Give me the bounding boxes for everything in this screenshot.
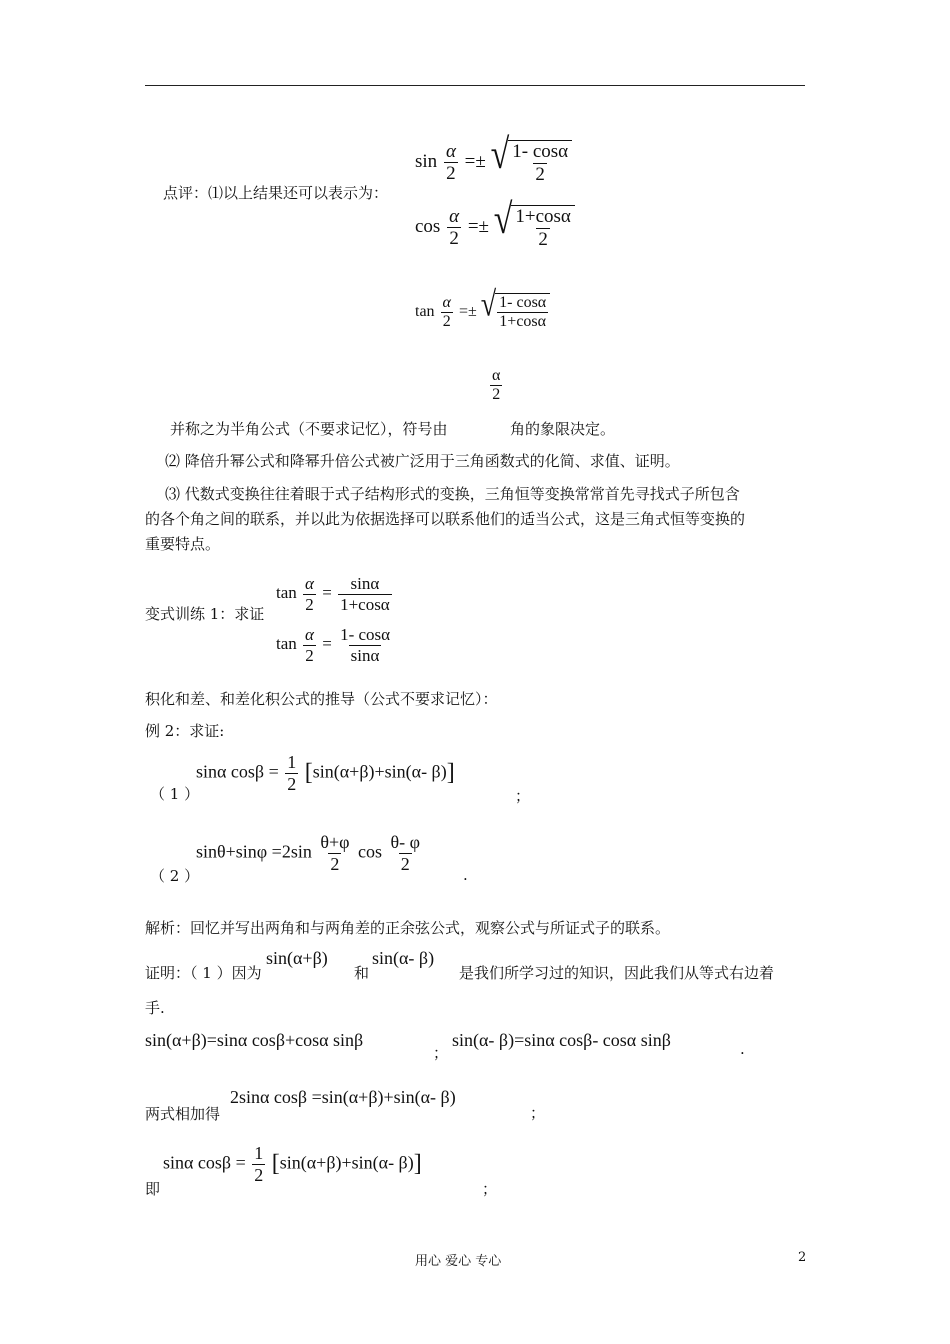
example2-part1-label: （ 1 ） bbox=[150, 785, 200, 803]
proof-add-label: 两式相加得 bbox=[145, 1105, 221, 1123]
proof-tail-2: 手. bbox=[145, 999, 165, 1017]
half-alpha-fraction: $\frac{\alpha}{2}$ bbox=[492, 367, 501, 404]
proof-sep-a: ； bbox=[433, 1044, 449, 1062]
proof-label: 证明：（ 1 ）因为 bbox=[145, 964, 262, 982]
proof-tail: 是我们所学习过的知识，因此我们从等式右边着 bbox=[459, 964, 775, 982]
proof-add-end: ； bbox=[530, 1104, 546, 1122]
example2-label: 例 2：求证: bbox=[145, 722, 225, 740]
remark-line-1b: 角的象限决定。 bbox=[510, 420, 616, 438]
remark-line-1a: 并称之为半角公式（不要求记忆），符号由 bbox=[170, 420, 448, 438]
proof-expr-diff: sin(α- β) bbox=[372, 948, 435, 968]
page-number: 2 bbox=[798, 1250, 807, 1265]
exercise-equation-1: tan $\frac{\alpha}{2}$ = $\frac{\sin\alpha}{1+\cos\alpha}$ bbox=[276, 574, 390, 614]
remark-line-3c: 重要特点。 bbox=[145, 535, 221, 553]
proof-equation-a: sin(α+β)=sinα cosβ+cosα sinβ bbox=[145, 1030, 364, 1050]
half-angle-sin-formula: sin $\frac{\alpha}{2}$ =± √ 1- cosα 2 bbox=[415, 140, 572, 186]
footer-slogan: 用心 爱心 专心 bbox=[415, 1254, 502, 1269]
example2-part2-end: . bbox=[463, 866, 468, 884]
analysis-text: 解析：回忆并写出两角和与两角差的正余弦公式，观察公式与所证式子的联系。 bbox=[145, 919, 671, 937]
derivation-title: 积化和差、和差化积公式的推导（公式不要求记忆）： bbox=[145, 690, 498, 708]
proof-expr-sum: sin(α+β) bbox=[266, 948, 328, 968]
proof-and: 和 bbox=[354, 964, 370, 982]
proof-then-label: 即 bbox=[145, 1180, 161, 1198]
exercise-equation-2: tan $\frac{\alpha}{2}$ = $\frac{1- \cos\alpha}{\sin\alpha}$ bbox=[276, 625, 391, 665]
example2-part2-label: （ 2 ） bbox=[150, 867, 200, 885]
header-rule bbox=[145, 85, 805, 86]
remark-line-2: ⑵ 降倍升幂公式和降幂升倍公式被广泛用于三角函数式的化简、求值、证明。 bbox=[165, 452, 680, 470]
example2-part1-formula: sinα cosβ = $\frac{1}{2}$ [sin(α+β)+sin(α- β)] bbox=[196, 752, 455, 794]
half-angle-tan-formula: tan $\frac{\alpha}{2}$ =± √ 1- cosα 1+cosα bbox=[415, 293, 550, 332]
proof-then-formula: sinα cosβ = $\frac{1}{2}$ [sin(α+β)+sin(α- β)] bbox=[163, 1143, 422, 1185]
remark-label: 点评：⑴以上结果还可以表示为： bbox=[163, 184, 389, 202]
example2-part2-formula: sinθ+sinφ =2sin $\frac{\theta+\varphi}{2}$ cos $\frac{\theta- \varphi}{2}$ bbox=[196, 832, 421, 874]
example2-part1-end: ； bbox=[515, 787, 531, 805]
proof-equation-b: sin(α- β)=sinα cosβ- cosα sinβ bbox=[452, 1030, 671, 1050]
half-angle-cos-formula: cos $\frac{\alpha}{2}$ =± √ 1+cosα 2 bbox=[415, 205, 575, 251]
remark-line-3a: ⑶ 代数式变换往往着眼于式子结构形式的变换，三角恒等变换常常首先寻找式子所包含 bbox=[165, 485, 740, 503]
proof-end-b: . bbox=[740, 1040, 745, 1058]
proof-then-end: ； bbox=[482, 1180, 498, 1198]
proof-add-equation: 2sinα cosβ =sin(α+β)+sin(α- β) bbox=[230, 1087, 456, 1107]
exercise-label: 变式训练 1：求证 bbox=[145, 605, 265, 623]
remark-line-3b: 的各个角之间的联系，并以此为依据选择可以联系他们的适当公式，这是三角式恒等变换的 bbox=[145, 510, 746, 528]
